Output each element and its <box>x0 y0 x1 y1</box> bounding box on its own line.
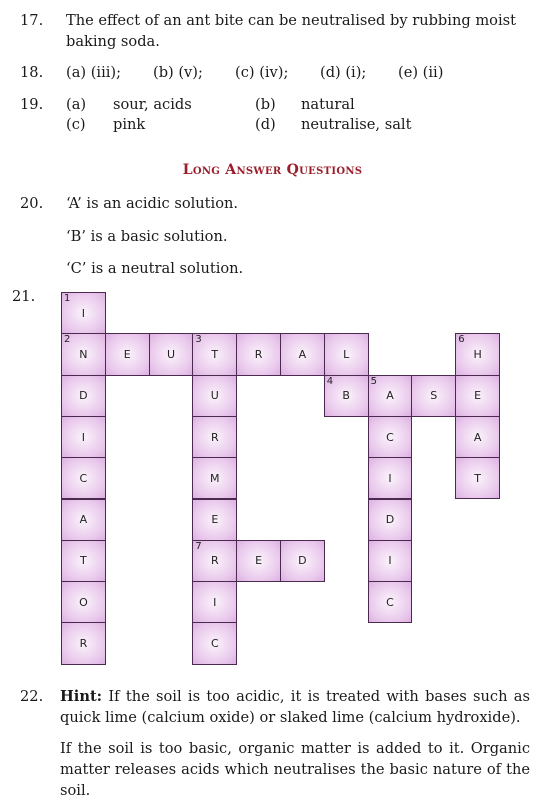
crossword-letter: R <box>210 554 219 568</box>
crossword-clue-number: 4 <box>326 375 334 387</box>
q19-label-a: (a) <box>66 96 87 113</box>
crossword-cell <box>61 540 106 582</box>
crossword-letter: A <box>386 389 394 403</box>
q18-option-a: (a) (iii); <box>66 64 122 81</box>
crossword-cell <box>324 375 369 417</box>
crossword-letter: R <box>210 430 219 444</box>
q20-line-b: ‘B’ is a basic solution. <box>66 228 228 245</box>
q19-text-a: sour, acids <box>113 96 192 113</box>
crossword-letter: L <box>343 347 350 361</box>
crossword-cell <box>192 540 237 582</box>
crossword-cell <box>368 457 413 499</box>
q22-paragraph: If the soil is too basic, organic matter is added to it. Organic matter releases acids which neutralises the basic nature of the soil. <box>60 740 530 799</box>
crossword-letter: A <box>298 347 307 361</box>
crossword-cell <box>368 581 413 623</box>
crossword-clue-number: 6 <box>458 334 465 346</box>
question-22-number: 22. <box>20 688 44 705</box>
crossword-cell <box>192 375 237 417</box>
crossword-letter: U <box>210 389 219 403</box>
q20-line-a: ‘A’ is an acidic solution. <box>66 195 239 212</box>
question-19-number: 19. <box>20 96 44 113</box>
crossword-cell <box>455 416 500 458</box>
crossword-cell <box>280 333 325 375</box>
crossword-letter: I <box>81 430 86 444</box>
crossword-clue-number: 5 <box>370 375 377 387</box>
crossword-letter: T <box>211 347 219 361</box>
crossword-letter: U <box>166 347 176 361</box>
crossword-cell <box>192 457 237 499</box>
crossword-cell <box>192 581 237 623</box>
crossword-cell <box>236 333 281 375</box>
crossword-letter: T <box>80 554 87 568</box>
q22-hint <box>60 686 530 728</box>
section-heading: Long Answer Questions <box>182 162 363 178</box>
question-18-number: 18. <box>20 64 44 81</box>
crossword-cell <box>411 375 456 417</box>
crossword-cell <box>105 333 150 375</box>
crossword-cell <box>61 333 106 375</box>
crossword-letter: E <box>123 347 131 361</box>
crossword-letter: I <box>388 554 392 568</box>
q19-label-b: (b) <box>255 96 276 113</box>
crossword-letter: I <box>388 471 392 485</box>
crossword-clue-number: 1 <box>64 293 71 304</box>
crossword-letter: E <box>211 513 219 527</box>
crossword-cell <box>192 499 237 541</box>
crossword-cell <box>61 499 106 541</box>
crossword-letter: D <box>79 389 88 403</box>
crossword-letter: I <box>81 306 86 320</box>
crossword-letter: D <box>298 554 307 568</box>
crossword-letter: R <box>254 347 263 361</box>
crossword-clue-number: 3 <box>195 334 202 346</box>
crossword-letter: B <box>342 389 350 403</box>
crossword-clue-number: 7 <box>195 540 202 552</box>
hint-text: If the soil is too acidic, it is treated with bases such as quick lime (calcium oxide) or slaked lime (calcium hydroxide). <box>60 688 530 726</box>
q19-text-c: pink <box>113 116 146 133</box>
crossword-cell <box>192 622 237 664</box>
crossword-letter: D <box>385 513 395 527</box>
crossword-letter: N <box>79 347 88 361</box>
crossword-cell <box>455 333 500 375</box>
crossword-cell <box>455 457 500 499</box>
crossword-cell <box>455 375 500 417</box>
q18-option-d: (d) (i); <box>320 64 367 81</box>
q18-option-e: (e) (ii) <box>398 64 444 81</box>
crossword-cell <box>192 333 237 375</box>
crossword-cell <box>280 540 325 582</box>
crossword-cell <box>149 333 194 375</box>
crossword-letter: A <box>79 513 88 527</box>
crossword-letter: H <box>473 347 482 361</box>
crossword-letter: M <box>210 471 220 485</box>
crossword-cell <box>368 499 413 541</box>
crossword-cell <box>324 333 369 375</box>
crossword-cell <box>61 375 106 417</box>
question-17-text: The effect of an ant bite can be neutralised by rubbing moist baking soda. <box>66 12 516 50</box>
crossword-cell <box>61 416 106 458</box>
crossword-cell <box>236 540 281 582</box>
crossword-cell <box>61 581 106 623</box>
hint-label: Hint: <box>60 688 103 705</box>
crossword-cell <box>61 292 106 334</box>
crossword-letter: E <box>474 389 482 403</box>
q18-option-b: (b) (v); <box>153 64 203 81</box>
crossword-cell <box>61 622 106 664</box>
crossword-cell <box>61 457 106 499</box>
crossword-letter: C <box>386 430 394 444</box>
crossword-letter: C <box>210 637 219 651</box>
q19-label-d: (d) <box>255 116 276 133</box>
q20-line-c: ‘C’ is a neutral solution. <box>66 260 244 277</box>
q19-label-c: (c) <box>66 116 86 133</box>
crossword-letter: E <box>255 554 263 568</box>
crossword-cell <box>368 375 413 417</box>
question-21-number: 21. <box>12 288 36 305</box>
crossword-cell <box>368 540 413 582</box>
crossword-letter: O <box>79 595 88 609</box>
crossword-clue-number: 2 <box>64 334 71 346</box>
q19-text-d: neutralise, salt <box>301 116 412 133</box>
crossword-cell <box>368 416 413 458</box>
question-20-number: 20. <box>20 195 44 212</box>
crossword-letter: S <box>430 389 438 403</box>
q18-option-c: (c) (iv); <box>235 64 289 81</box>
crossword-cell <box>192 416 237 458</box>
crossword-letter: C <box>79 471 88 485</box>
crossword-letter: I <box>213 595 217 609</box>
crossword-letter: R <box>79 637 88 651</box>
crossword-letter: A <box>473 430 482 444</box>
crossword-letter: T <box>474 471 481 485</box>
q19-text-b: natural <box>301 96 355 113</box>
crossword-letter: C <box>386 595 394 609</box>
question-17-number: 17. <box>20 12 44 29</box>
